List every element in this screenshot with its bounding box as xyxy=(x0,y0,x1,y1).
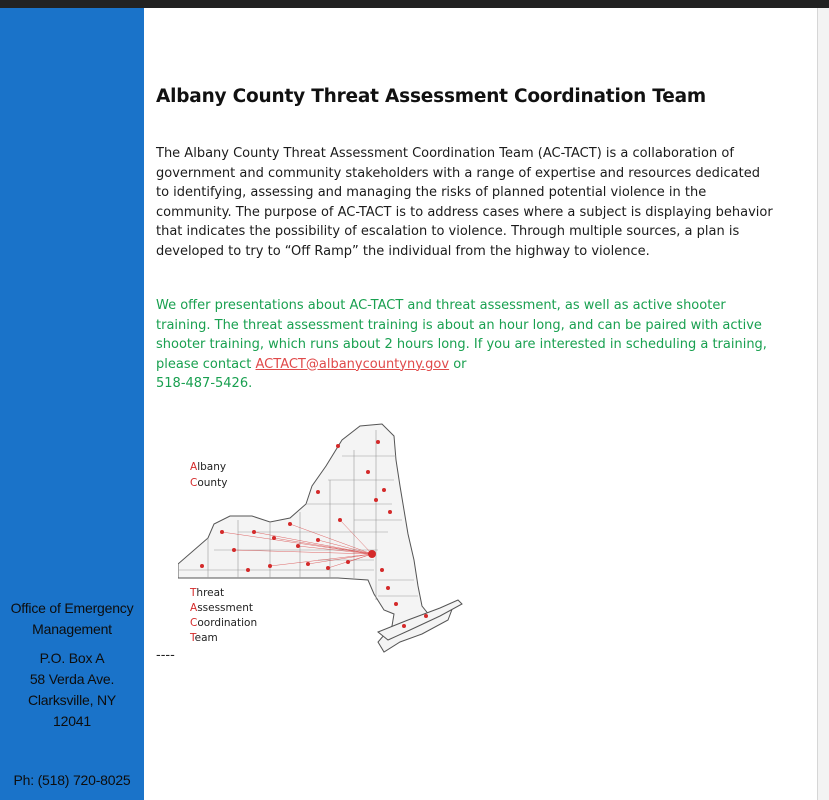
contact-email-link[interactable]: ACTACT@albanycountyny.gov xyxy=(255,356,450,372)
po-box: P.O. Box A xyxy=(39,650,105,666)
office-phone: Ph: (518) 720-8025 xyxy=(13,772,131,788)
map-caption-team-initial: T xyxy=(190,632,195,644)
training-paragraph xyxy=(156,296,776,394)
city-state: Clarksville, NY xyxy=(27,692,116,708)
map-caption-assessment: ssessment xyxy=(197,602,253,614)
office-name-line2: Management xyxy=(32,621,112,637)
map-caption-threat: hreat xyxy=(196,587,225,599)
map-caption-team: eam xyxy=(194,632,218,644)
map-caption-coordination: oordination xyxy=(197,617,258,629)
map-caption-line3 xyxy=(190,617,257,629)
intro-paragraph: The Albany County Threat Assessment Coordination Team (AC-TACT) is a collaboration of government and community stakeholders with a range of expertise and resources dedicated to identifying, assessing and managing the risks of planned potential violence in the community. The purpose of AC-TACT is to address cases where a subject is displaying behavior that indicates the possibility of escalation to violence. Through multiple sources, a plan is developed to try to “Off Ramp” the individual from the highway to violence. xyxy=(156,146,773,259)
separator-dashes: ---- xyxy=(156,648,175,663)
page-edge xyxy=(817,8,829,800)
map-title-line1: Albany xyxy=(190,461,227,473)
map-caption-line2 xyxy=(190,602,253,614)
page-title: Albany County Threat Assessment Coordination Team xyxy=(156,86,706,107)
map-caption-line1 xyxy=(189,587,224,599)
or-text: or xyxy=(449,356,467,372)
top-bar xyxy=(0,0,829,8)
training-text: We offer presentations about AC-TACT and threat assessment, as well as active shooter training. The threat assessment training is about an hour long, and can be paired with active shooter training, which runs about 2 hours long. If you are interested in scheduling a training, please contact xyxy=(156,298,767,372)
map-title-county: ounty xyxy=(197,477,228,489)
map-caption-assessment-initial: A xyxy=(190,602,198,614)
map-caption-threat-initial: T xyxy=(190,587,197,599)
office-contact-block xyxy=(0,598,144,791)
map-title-line2 xyxy=(190,477,227,489)
map-title-albany: lbany xyxy=(197,461,227,473)
office-name-line1: Office of Emergency xyxy=(10,600,134,616)
map-title-county-initial: C xyxy=(190,477,198,489)
map-caption-coordination-initial: C xyxy=(190,617,198,629)
ny-state-map xyxy=(178,420,468,660)
map-caption-line4 xyxy=(189,632,218,644)
street-address: 58 Verda Ave. xyxy=(29,671,115,687)
zip-code: 12041 xyxy=(53,713,91,729)
contact-phone: 518-487-5426. xyxy=(156,376,253,391)
sidebar xyxy=(0,8,144,800)
